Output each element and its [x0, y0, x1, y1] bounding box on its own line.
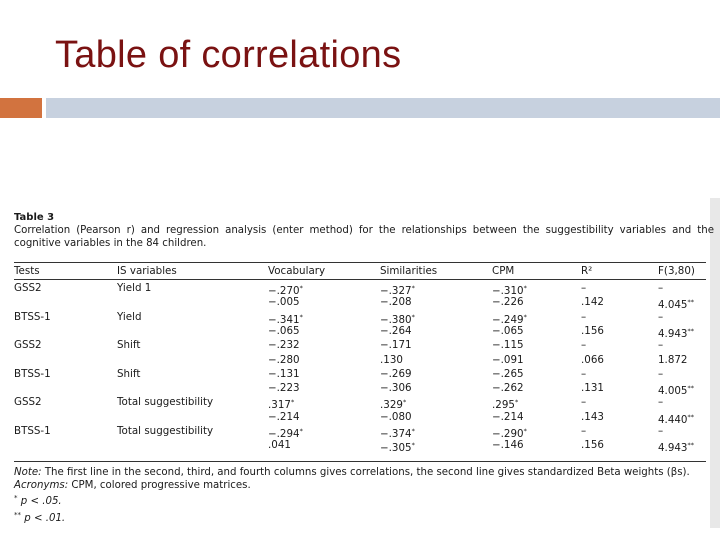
- table-cell: Yield 1: [117, 282, 152, 294]
- table-cell: −.214: [492, 410, 524, 423]
- table-cell: −.374*: [380, 427, 415, 440]
- table-cell: −.065: [268, 324, 300, 337]
- significance-marker: *: [299, 312, 303, 321]
- table-cell: −.065: [492, 324, 524, 337]
- table-cell: GSS2: [14, 396, 42, 409]
- table-cell: −.223: [268, 382, 300, 395]
- table-cell: –: [581, 367, 587, 380]
- table-cell: 4.943**: [658, 326, 694, 340]
- significance-marker: *: [411, 284, 415, 292]
- table-cell: .130: [380, 353, 403, 366]
- table-cell: .156: [581, 324, 604, 337]
- p1-text: p < .05.: [20, 496, 62, 507]
- significance-marker: *: [299, 427, 303, 435]
- column-header: Similarities: [380, 265, 438, 277]
- table-cell: −.214: [268, 410, 300, 423]
- slide-title: Table of correlations: [55, 34, 402, 76]
- table-cell: –: [581, 282, 587, 294]
- table-cell: GSS2: [14, 282, 42, 294]
- table-cell: 4.440**: [658, 412, 694, 426]
- table-cell: 4.005**: [658, 384, 694, 398]
- note-line: [14, 467, 714, 480]
- table-cell: −.270*: [268, 284, 303, 297]
- table-cell: Shift: [117, 339, 141, 352]
- table-cell: −.262: [492, 382, 524, 395]
- table-cell: 1.872: [658, 353, 688, 366]
- table-cell: .329*: [380, 398, 407, 412]
- table-notes: [14, 467, 714, 525]
- table-cell: −.380*: [380, 312, 415, 326]
- significance-marker: *: [523, 312, 527, 321]
- significance-marker: *: [411, 441, 415, 450]
- table-cell: –: [658, 425, 664, 437]
- table-cell: −.305*: [380, 441, 415, 455]
- table-cell: −.171: [380, 339, 412, 352]
- table-cell: Shift: [117, 367, 141, 380]
- title-accent-bar: [0, 98, 42, 118]
- table-cell: −.115: [492, 339, 524, 352]
- table-cell: GSS2: [14, 339, 42, 352]
- p-value-note-1: [14, 492, 714, 509]
- acronyms-label: Acronyms:: [14, 479, 69, 491]
- table-cell: .066: [581, 353, 604, 366]
- table-cell: –: [581, 339, 587, 352]
- column-header: Vocabulary: [268, 265, 326, 277]
- significance-marker: **: [687, 412, 694, 421]
- p2-symbol: **: [14, 510, 21, 519]
- table-cell: BTSS-1: [14, 310, 51, 323]
- table-cell: −.005: [268, 296, 300, 309]
- table-cell: −.131: [268, 367, 300, 380]
- table-cell: −.146: [492, 439, 524, 452]
- significance-marker: **: [687, 384, 694, 393]
- significance-marker: *: [514, 398, 519, 407]
- significance-marker: *: [299, 284, 303, 292]
- significance-marker: *: [402, 398, 407, 407]
- column-header: IS variables: [117, 265, 177, 277]
- table-cell: BTSS-1: [14, 367, 51, 380]
- table-cell: −.310*: [492, 284, 527, 297]
- p2-text: p < .01.: [24, 512, 66, 524]
- table-cell: .156: [581, 439, 604, 452]
- title-divider-bar: [46, 98, 720, 118]
- column-header: CPM: [492, 265, 515, 277]
- acronyms-line: [14, 480, 714, 493]
- table-cell: −.208: [380, 296, 412, 309]
- table-cell: .131: [581, 382, 604, 395]
- p1-symbol: *: [14, 494, 18, 502]
- table-cell: .143: [581, 410, 604, 423]
- table-cell: −.269: [380, 367, 412, 380]
- table-cell: –: [658, 396, 664, 409]
- significance-marker: *: [523, 427, 527, 435]
- note-text: The first line in the second, third, and fourth columns gives correlations, the second line gives standardized Beta weights (βs).: [44, 467, 690, 478]
- table-cell: Total suggestibility: [117, 425, 214, 437]
- table-cell: −.232: [268, 339, 300, 352]
- table-cell: −.290*: [492, 427, 527, 440]
- table-number: Table 3: [14, 212, 55, 223]
- table-cell: −.294*: [268, 427, 303, 440]
- table-cell: BTSS-1: [14, 425, 51, 437]
- table-caption: Correlation (Pearson r) and regression analysis (enter method) for the relationships between the suggestibility variables and the cognitive variables in the 84 children.: [14, 225, 714, 249]
- significance-marker: **: [687, 298, 694, 307]
- note-label: Note:: [14, 467, 42, 478]
- table-cell: −.080: [380, 410, 412, 423]
- table-cell: –: [658, 282, 664, 294]
- header-top-rule: [14, 262, 706, 263]
- table-cell: −.327*: [380, 284, 415, 297]
- table-cell: 4.045**: [658, 298, 694, 312]
- table-cell: −.341*: [268, 312, 303, 326]
- table-cell: –: [581, 310, 587, 323]
- table-cell: –: [658, 310, 664, 323]
- table-cell: −.265: [492, 367, 524, 380]
- table-image: [0, 198, 720, 530]
- significance-marker: *: [290, 398, 295, 407]
- table-cell: .142: [581, 296, 604, 309]
- significance-marker: **: [687, 326, 694, 335]
- table-bottom-rule: [14, 461, 706, 462]
- column-header: F(3,80): [658, 265, 695, 277]
- acronyms-text: CPM, colored progressive matrices.: [71, 479, 251, 491]
- table-cell: −.306: [380, 382, 412, 395]
- header-bottom-rule: [14, 279, 706, 280]
- significance-marker: *: [411, 312, 415, 321]
- table-cell: .295*: [492, 398, 519, 412]
- table-cell: –: [658, 339, 664, 352]
- table-cell: −.264: [380, 324, 412, 337]
- table-cell: −.091: [492, 353, 524, 366]
- p-value-note-2: [14, 509, 714, 526]
- table-cell: −.280: [268, 353, 300, 366]
- table-cell: Yield: [117, 310, 142, 323]
- column-header: Tests: [14, 265, 40, 277]
- significance-marker: **: [687, 441, 694, 450]
- table-cell: −.226: [492, 296, 524, 309]
- significance-marker: *: [523, 284, 527, 292]
- significance-marker: *: [411, 427, 415, 435]
- table-cell: .041: [268, 439, 291, 452]
- table-cell: Total suggestibility: [117, 396, 214, 409]
- table-cell: −.249*: [492, 312, 527, 326]
- table-cell: –: [581, 396, 587, 409]
- table-cell: –: [581, 425, 587, 437]
- table-cell: 4.943**: [658, 441, 694, 455]
- table-cell: –: [658, 367, 664, 380]
- table-cell: .317*: [268, 398, 295, 412]
- column-header: R²: [581, 265, 593, 277]
